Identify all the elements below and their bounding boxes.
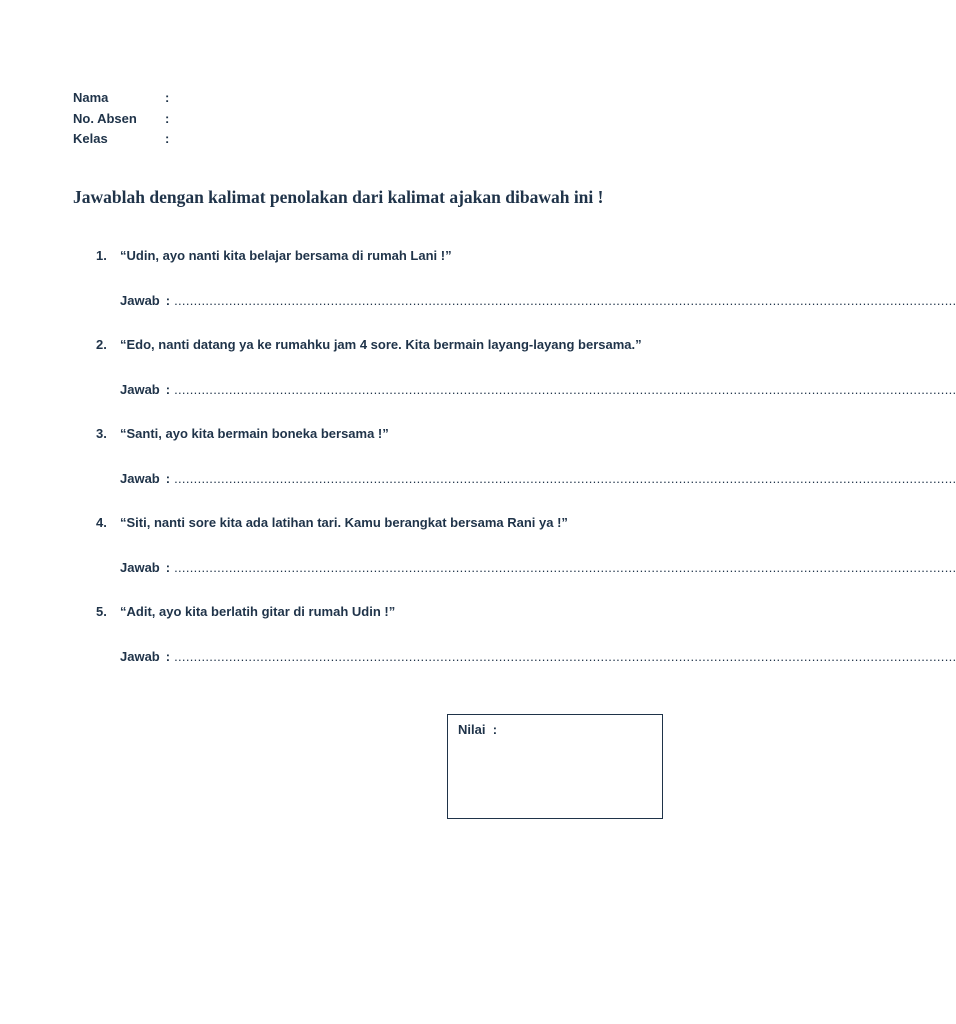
question-item bbox=[96, 604, 956, 693]
question-item bbox=[96, 337, 956, 426]
answer-colon: : bbox=[165, 560, 171, 575]
question-sentence: “Santi, ayo kita bermain boneka bersama !” bbox=[120, 426, 389, 441]
answer-dotted-line[interactable]: ........................................................................................................................................................................................................ bbox=[174, 560, 956, 575]
question-list bbox=[96, 248, 956, 693]
question-sentence: “Adit, ayo kita berlatih gitar di rumah Udin !” bbox=[120, 604, 396, 619]
identity-colon: : bbox=[165, 90, 170, 105]
question-text bbox=[96, 426, 389, 441]
question-item bbox=[96, 248, 956, 337]
answer-line bbox=[120, 293, 956, 308]
answer-line bbox=[120, 560, 956, 575]
question-number: 5. bbox=[96, 604, 107, 619]
identity-label: No. Absen bbox=[73, 110, 137, 126]
identity-row-no-absen bbox=[73, 109, 175, 130]
question-sentence: “Siti, nanti sore kita ada latihan tari. Kamu berangkat bersama Rani ya !” bbox=[120, 515, 568, 530]
score-box[interactable] bbox=[447, 714, 663, 819]
answer-line bbox=[120, 649, 956, 664]
answer-label: Jawab bbox=[120, 560, 160, 575]
answer-dotted-line[interactable]: ........................................................................................................................................................................................................ bbox=[174, 471, 956, 486]
identity-label: Nama bbox=[73, 90, 109, 105]
score-colon: : bbox=[492, 722, 498, 737]
question-item bbox=[96, 426, 956, 515]
question-number: 1. bbox=[96, 248, 107, 263]
answer-dotted-line[interactable]: ........................................................................................................................................................................................................ bbox=[174, 649, 956, 664]
score-label bbox=[458, 722, 497, 737]
answer-label: Jawab bbox=[120, 471, 160, 486]
student-identity bbox=[73, 88, 175, 150]
answer-line bbox=[120, 471, 956, 486]
question-text bbox=[96, 515, 568, 530]
identity-row-kelas bbox=[73, 129, 175, 150]
question-text bbox=[96, 248, 452, 263]
question-text bbox=[96, 337, 642, 352]
answer-label: Jawab bbox=[120, 649, 160, 664]
question-number: 4. bbox=[96, 515, 107, 530]
instruction-heading: Jawablah dengan kalimat penolakan dari kalimat ajakan dibawah ini ! bbox=[73, 187, 604, 207]
identity-colon: : bbox=[165, 131, 170, 146]
identity-colon: : bbox=[165, 110, 170, 126]
identity-row-nama bbox=[73, 88, 175, 109]
identity-label: Kelas bbox=[73, 131, 108, 146]
answer-dotted-line[interactable]: ........................................................................................................................................................................................................ bbox=[174, 382, 956, 397]
answer-line bbox=[120, 382, 956, 397]
answer-label: Jawab bbox=[120, 293, 160, 308]
question-number: 3. bbox=[96, 426, 107, 441]
answer-colon: : bbox=[165, 382, 171, 397]
answer-colon: : bbox=[165, 293, 171, 308]
answer-colon: : bbox=[165, 471, 171, 486]
question-number: 2. bbox=[96, 337, 107, 352]
answer-colon: : bbox=[165, 649, 171, 664]
score-label-text: Nilai bbox=[458, 722, 486, 737]
answer-dotted-line[interactable]: ........................................................................................................................................................................................................ bbox=[174, 293, 956, 308]
question-item bbox=[96, 515, 956, 604]
question-sentence: “Udin, ayo nanti kita belajar bersama di rumah Lani !” bbox=[120, 248, 452, 263]
question-text bbox=[96, 604, 395, 619]
question-sentence: “Edo, nanti datang ya ke rumahku jam 4 sore. Kita bermain layang-layang bersama.” bbox=[120, 337, 642, 352]
answer-label: Jawab bbox=[120, 382, 160, 397]
